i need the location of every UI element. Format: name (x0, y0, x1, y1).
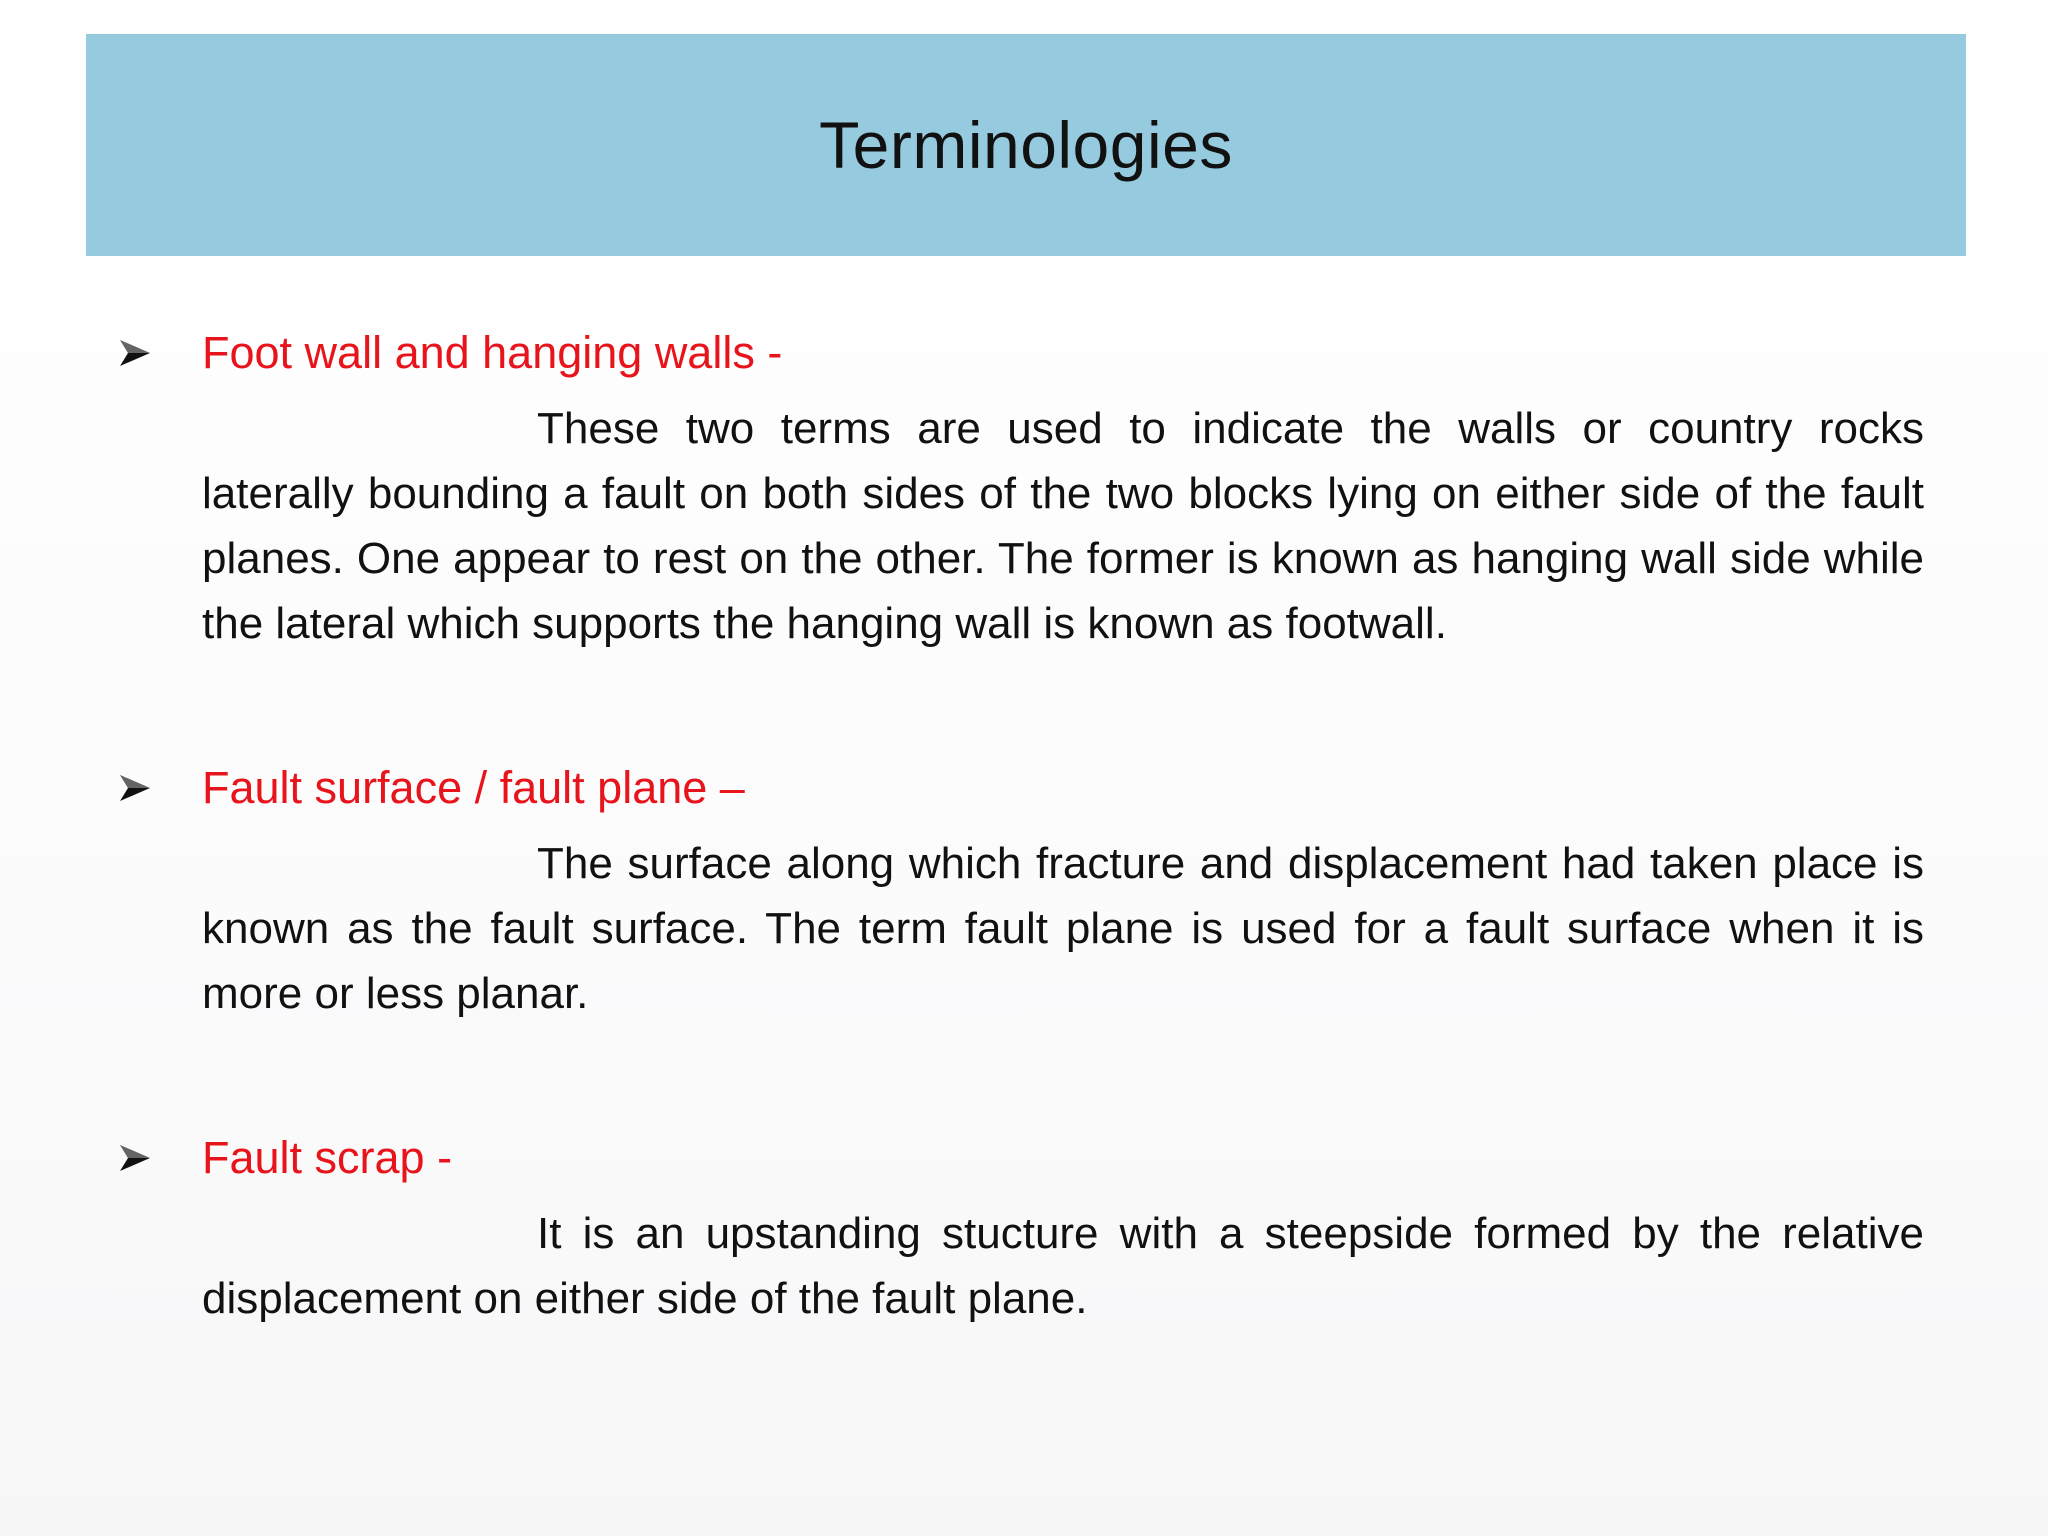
term-heading-row (118, 753, 1926, 823)
term-description: The surface along which fracture and displacement had taken place is known as the fault surface. The term fault plane is used for a fault surface when it is more or less planar. (202, 839, 1924, 1018)
term-heading-row (118, 1123, 1926, 1193)
title-bar (86, 34, 1966, 256)
term-fault-surface (118, 753, 1926, 1026)
term-foot-hanging-wall (118, 318, 1926, 656)
term-heading: Fault surface / fault plane – (202, 762, 745, 813)
arrow-bullet-icon (118, 773, 152, 803)
slide-content (118, 318, 1926, 1331)
term-description: These two terms are used to indicate the walls or country rocks laterally bounding a fault on both sides of the two blocks lying on either side of the fault planes. One appear to rest on the other. The former is known as hanging wall side while the lateral which supports the hanging wall is known as footwall. (202, 404, 1924, 648)
term-heading: Fault scrap - (202, 1132, 453, 1183)
arrow-bullet-icon (118, 338, 152, 368)
term-fault-scrap (118, 1123, 1926, 1331)
term-description: It is an upstanding stucture with a steepside formed by the relative displacement on either side of the fault plane. (202, 1209, 1924, 1323)
term-heading-row (118, 318, 1926, 388)
term-heading: Foot wall and hanging walls - (202, 327, 783, 378)
slide-title: Terminologies (819, 108, 1233, 182)
arrow-bullet-icon (118, 1143, 152, 1173)
